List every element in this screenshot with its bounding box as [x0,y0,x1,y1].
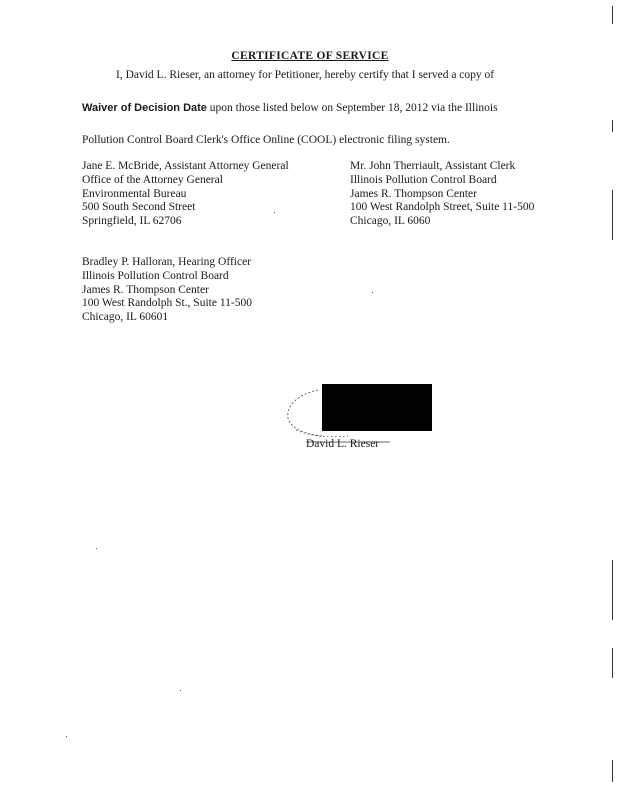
recipient-address-left [82,160,289,229]
address-line: Environmental Bureau [82,187,187,200]
address-line: Jane E. McBride, Assistant Attorney General [82,160,289,172]
address-line: 500 South Second Street [82,201,196,214]
address-line: James R. Thompson Center [350,187,477,200]
certification-line-3: Pollution Control Board Clerk's Office Online (COOL) electronic filing system. [82,134,450,146]
certificate-title: CERTIFICATE OF SERVICE [231,50,389,62]
address-line: Illinois Pollution Control Board [350,173,497,186]
scan-speck [274,212,275,213]
scan-margin-mark [612,190,613,240]
scan-speck [66,736,67,737]
served-document-title: Waiver of Decision Date [82,102,207,114]
recipient-address-right [350,160,534,229]
address-line: Illinois Pollution Control Board [82,269,229,282]
scan-margin-mark [612,6,613,24]
scan-margin-mark [612,760,613,782]
address-line: Chicago, IL 6060 [350,215,431,228]
redacted-signature [322,384,432,431]
certification-line-1: I, David L. Rieser, an attorney for Petitioner, hereby certify that I served a copy of [116,69,495,81]
scan-margin-mark [612,560,613,620]
scan-speck [372,292,373,293]
certification-line-2 [82,102,532,114]
address-line: Mr. John Therriault, Assistant Clerk [350,160,516,172]
address-line: Bradley P. Halloran, Hearing Officer [82,256,252,268]
scan-speck [96,548,97,549]
address-line: Office of the Attorney General [82,173,223,186]
scan-margin-mark [612,648,613,678]
address-line: 100 West Randolph St., Suite 11-500 [82,297,252,310]
address-line: Chicago, IL 60601 [82,311,169,324]
certification-line-2-text: upon those listed below on September 18, 2012 via the Illinois [206,102,498,114]
recipient-address-bottom [82,256,252,325]
address-line: 100 West Randolph Street, Suite 11-500 [350,201,535,214]
signer-name: David L. Rieser [306,438,380,450]
address-line: Springfield, IL 62706 [82,215,182,228]
scan-margin-mark [612,120,613,132]
scan-speck [180,690,181,691]
address-line: James R. Thompson Center [82,283,209,296]
